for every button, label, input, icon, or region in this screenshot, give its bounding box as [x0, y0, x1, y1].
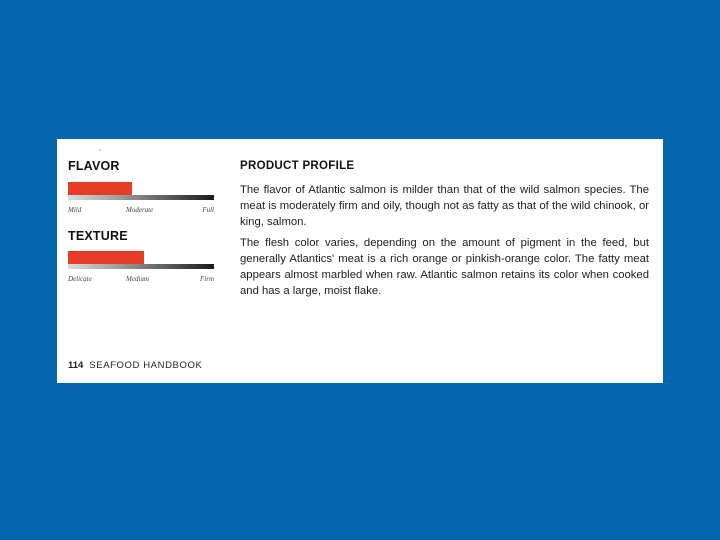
flavor-label-high: Full — [202, 206, 214, 214]
texture-scale-gradient — [68, 264, 214, 269]
flavor-label-mid: Moderate — [126, 206, 154, 214]
flavor-scale-gradient — [68, 195, 214, 200]
texture-heading: TEXTURE — [68, 229, 128, 243]
page-speck — [99, 149, 101, 151]
profile-body — [240, 182, 649, 304]
profile-paragraph: The flesh color varies, depending on the amount of pigment in the feed, but generally Atlantics' meat is a rich orange or pinkish-orange color. The fatty meat appears almost marbled when raw. Atlantic salmon retains its color when cooked and has a large, moist flake. — [240, 237, 649, 297]
flavor-heading: FLAVOR — [68, 159, 120, 173]
flavor-scale-bar — [68, 182, 214, 200]
flavor-scale-labels — [68, 206, 214, 216]
profile-paragraph: The flavor of Atlantic salmon is milder than that of the wild salmon species. The meat is moderately firm and oily, though not as fatty as that of the wild chinook, or king, salmon. — [240, 184, 649, 228]
texture-label-low: Delicate — [68, 275, 92, 283]
page-footer — [68, 360, 202, 371]
texture-scale-bar — [68, 251, 214, 269]
texture-label-high: Firm — [200, 275, 214, 283]
texture-scale-labels — [68, 275, 214, 285]
texture-label-mid: Medium — [126, 275, 149, 283]
flavor-label-low: Mild — [68, 206, 82, 214]
handbook-page — [57, 139, 663, 383]
profile-heading: PRODUCT PROFILE — [240, 160, 355, 172]
book-title: SEAFOOD HANDBOOK — [89, 360, 203, 371]
page-number: 114 — [68, 360, 84, 371]
